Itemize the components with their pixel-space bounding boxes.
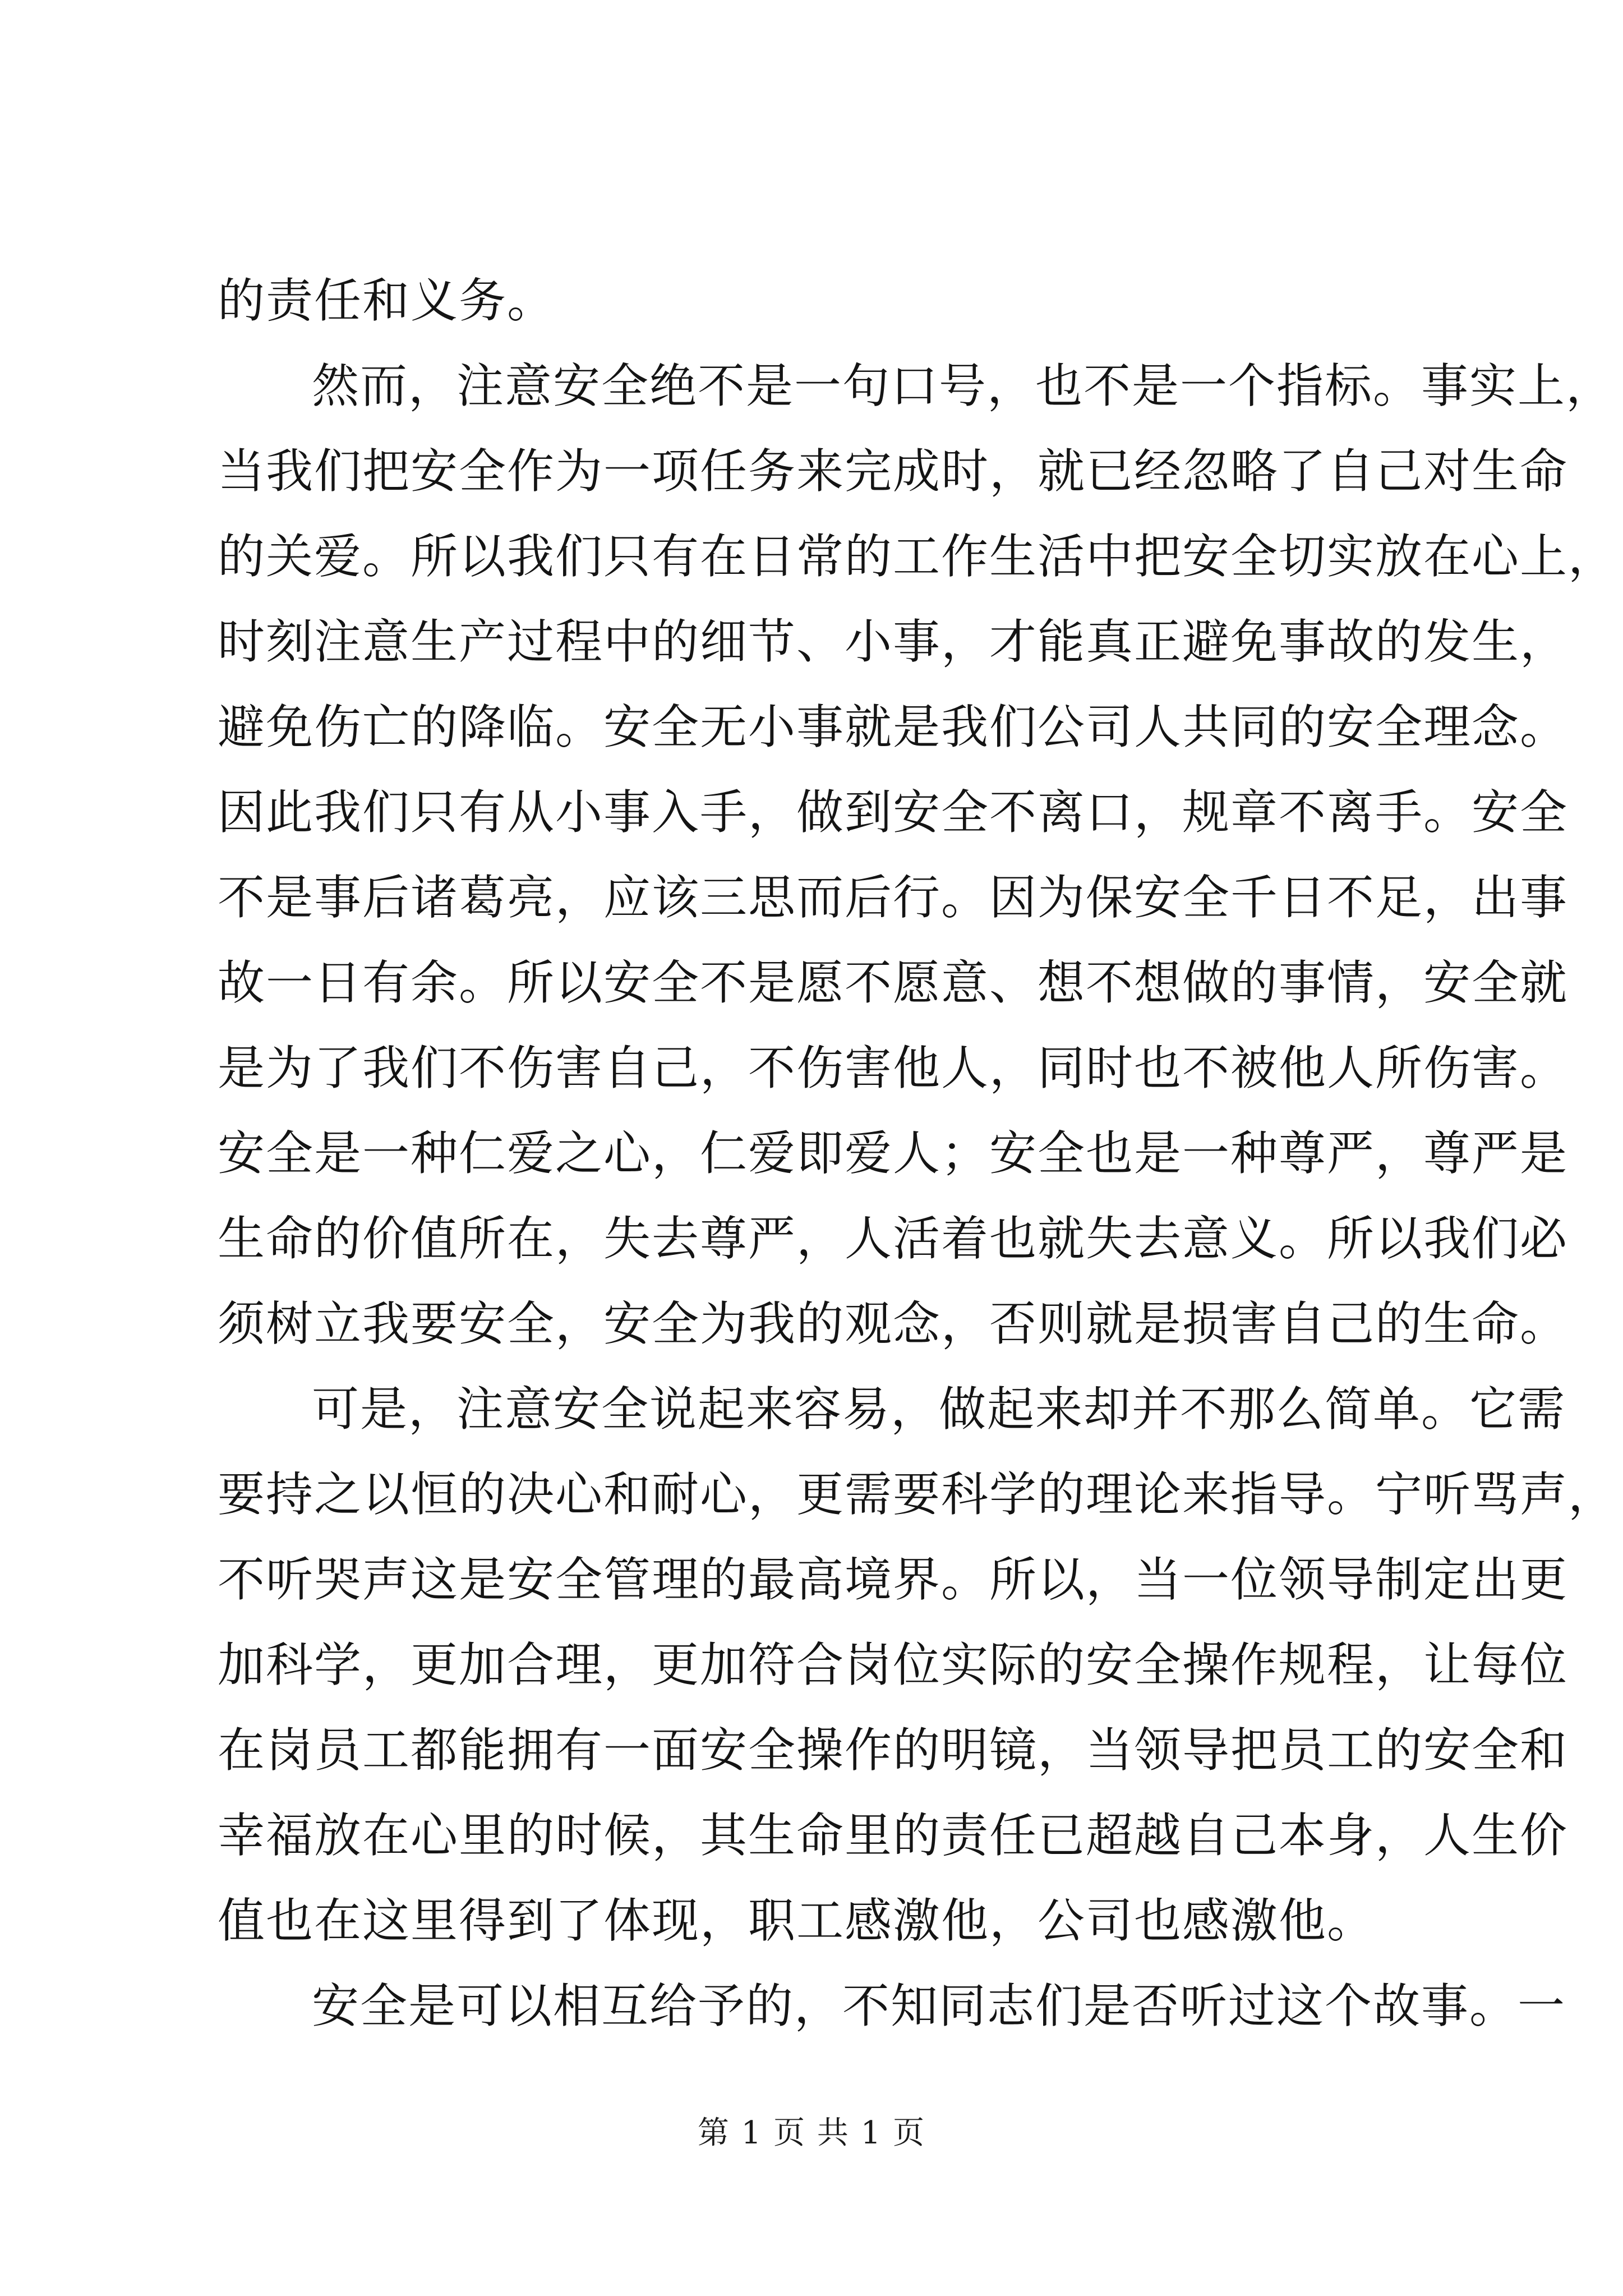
- text-line: 的关爱。所以我们只有在日常的工作生活中把安全切实放在心上，: [218, 529, 1617, 584]
- text-line: 安全是一种仁爱之心，仁爱即爱人；安全也是一种尊严，尊严是: [218, 1126, 1569, 1181]
- text-line: 生命的价值所在，失去尊严，人活着也就失去意义。所以我们必: [218, 1211, 1569, 1266]
- text-line: 是为了我们不伤害自己，不伤害他人，同时也不被他人所伤害。: [218, 1041, 1569, 1096]
- text-line: 要持之以恒的决心和耐心，更需要科学的理论来指导。宁听骂声，: [218, 1467, 1617, 1522]
- text-line: 幸福放在心里的时候，其生命里的责任已超越自己本身，人生价: [218, 1808, 1569, 1863]
- paragraph-first-line: 然而，注意安全绝不是一句口号，也不是一个指标。事实上，: [312, 358, 1615, 413]
- text-line: 故一日有余。所以安全不是愿不愿意、想不想做的事情，安全就: [218, 955, 1569, 1010]
- text-line: 加科学，更加合理，更加符合岗位实际的安全操作规程，让每位: [218, 1637, 1569, 1692]
- text-line: 在岗员工都能拥有一面安全操作的明镜，当领导把员工的安全和: [218, 1723, 1569, 1778]
- text-line: 时刻注意生产过程中的细节、小事，才能真正避免事故的发生，: [218, 614, 1569, 669]
- paragraph-first-line: 可是，注意安全说起来容易，做起来却并不那么简单。它需: [312, 1382, 1566, 1437]
- text-line: 不听哭声这是安全管理的最高境界。所以，当一位领导制定出更: [218, 1552, 1569, 1607]
- text-line: 值也在这里得到了体现，职工感激他，公司也感激他。: [218, 1893, 1376, 1948]
- text-line: 不是事后诸葛亮，应该三思而后行。因为保安全千日不足，出事: [218, 870, 1569, 925]
- text-line: 避免伤亡的降临。安全无小事就是我们公司人共同的安全理念。: [218, 700, 1569, 754]
- text-line: 的责任和义务。: [218, 273, 556, 328]
- document-body: [218, 258, 1617, 2049]
- text-line: 当我们把安全作为一项任务来完成时，就已经忽略了自己对生命: [218, 444, 1569, 499]
- page-footer: [0, 2114, 1623, 2153]
- text-line: 因此我们只有从小事入手，做到安全不离口，规章不离手。安全: [218, 785, 1569, 840]
- text-line: 须树立我要安全，安全为我的观念，否则就是损害自己的生命。: [218, 1296, 1569, 1351]
- page-number: 第 1 页 共 1 页: [697, 2115, 926, 2151]
- paragraph-first-line: 安全是可以相互给予的，不知同志们是否听过这个故事。一: [312, 1978, 1566, 2033]
